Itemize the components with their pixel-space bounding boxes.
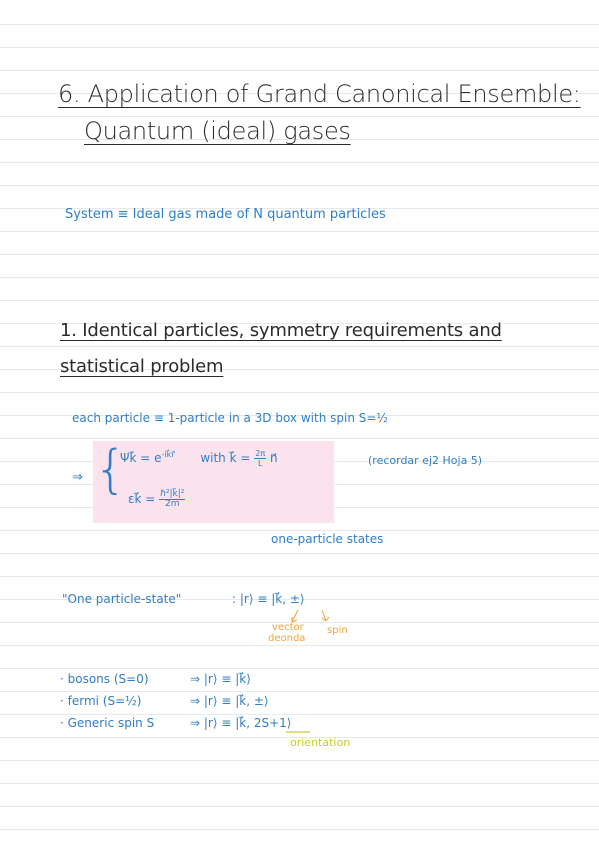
annotation-spin: spin — [327, 625, 348, 636]
wavefunction-equation — [120, 449, 278, 468]
vector-arrow — [292, 610, 298, 622]
bullet-generic-eq: ⇒ |r⟩ ≡ |k⃗, 2S+1⟩ — [190, 716, 292, 730]
bullet-bosons-label: · bosons (S=0) — [60, 672, 149, 686]
brace: { — [94, 440, 128, 500]
one-particle-state-equation: : |r⟩ ≡ |k⃗, ±⟩ — [232, 592, 305, 606]
page-title-line1: 6. Application of Grand Canonical Ensemble: — [58, 80, 581, 108]
bullet-fermi-eq: ⇒ |r⟩ ≡ |k⃗, ±⟩ — [190, 694, 269, 708]
bullet-generic-label: · Generic spin S — [60, 716, 155, 730]
eq1-exponent: -ik⃗r⃗ — [161, 450, 175, 459]
energy-equation — [128, 490, 185, 509]
orientation-underline — [284, 729, 314, 735]
each-particle-line: each particle ≡ 1-particle in a 3D box with spin S=½ — [72, 411, 389, 425]
page-title-line2: Quantum (ideal) gases — [84, 117, 351, 145]
annotation-deonda: deonda — [268, 633, 306, 644]
annotation-orientation: orientation — [290, 736, 351, 749]
eq2-frac-den: 2m — [164, 499, 180, 509]
eq1-fraction — [254, 449, 266, 468]
recordar-note: (recordar ej2 Hoja 5) — [368, 454, 483, 467]
bullet-bosons-eq: ⇒ |r⟩ ≡ |k⃗⟩ — [190, 672, 251, 686]
system-definition: System ≡ Ideal gas made of N quantum particles — [65, 207, 386, 222]
bullet-fermi-label: · fermi (S=½) — [60, 694, 142, 708]
eq1-n: n⃗ — [269, 451, 278, 465]
section-heading-line1: 1. Identical particles, symmetry requirements and — [60, 320, 502, 341]
eq1-frac-num: 2π — [255, 449, 266, 458]
one-particle-state-label: "One particle-state" — [62, 592, 182, 606]
eq1-frac-den: L — [257, 459, 263, 468]
annotation-vector: vector — [272, 622, 304, 633]
eq2-lhs: εk⃗ = — [128, 492, 156, 506]
spin-arrow — [322, 610, 329, 621]
implies-arrow: ⇒ — [72, 470, 83, 485]
eq2-fraction — [159, 490, 185, 509]
eq1-lhs: Ψk⃗ = e — [120, 451, 162, 465]
one-particle-states-label: one-particle states — [271, 532, 384, 546]
eq2-frac-num: ℏ²|k⃗|² — [160, 489, 185, 499]
eq1-with: with k⃗ = — [200, 451, 251, 465]
section-heading-line2: statistical problem — [60, 356, 224, 377]
